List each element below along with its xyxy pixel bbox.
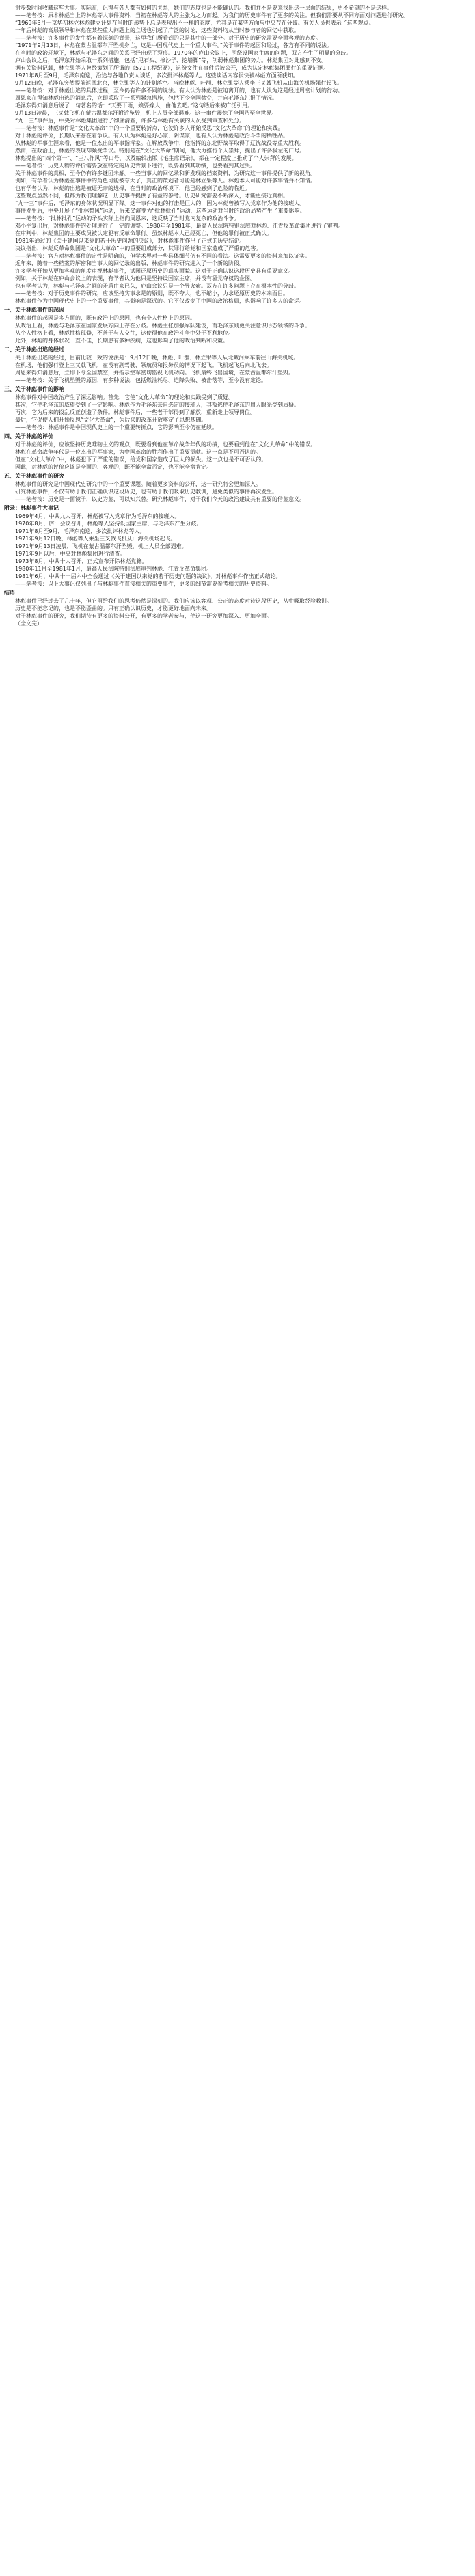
article-body xyxy=(4,4,472,627)
article-paragraph: 在当时的政治环境下，林彪与毛泽东之间的关系已经出现了裂痕。1970年的庐山会议上，围绕设国家主席的问题，双方产生了明显的分歧。 xyxy=(15,50,352,56)
article-paragraph: 此外，林彪的身体状况一直不佳，长期患有多种疾病，这也影响了他的政治判断和决策。 xyxy=(15,338,228,344)
article-paragraph: 1971年8月至9月，毛泽东南巡，多次批评林彪等人。 xyxy=(15,528,146,534)
article-paragraph: “九一三”事件后，中央对林彪集团进行了彻底清查，许多与林彪有关联的人员受到审查和处分。 xyxy=(15,118,245,124)
article-paragraph: 再次，它为后来的拨乱反正创造了条件。林彪事件后，一些老干部得到了解放，重新走上领导岗位。 xyxy=(15,409,256,415)
article-paragraph: 9月13日凌晨，三叉戟飞机在蒙古温都尔汗附近坠毁，机上人员全部遇难。这一事件震惊了全国乃至全世界。 xyxy=(15,110,277,116)
article-paragraph: ——笔者按：历史人物的评价需要放在特定的历史背景下进行，既要看到其功绩，也要看到其过失。 xyxy=(15,163,256,169)
article-paragraph: 据有关资料记载，林立果等人曾经策划了所谓的《571工程纪要》，这份文件在事件后被公开，成为认定林彪集团罪行的重要证据。 xyxy=(15,65,329,71)
section-heading: 一、关于林彪事件的起因 xyxy=(4,307,64,313)
article-paragraph: 9月12日晚，毛泽东突然提前返回北京，林立果等人的计划落空。当晚林彪、叶群、林立果等人乘坐三叉戟飞机从山海关机场强行起飞。 xyxy=(15,80,343,86)
article-paragraph: 1971年9月12日晚，林彪等人乘坐三叉戟飞机从山海关机场起飞。 xyxy=(15,536,176,542)
article-paragraph: 林彪在革命战争年代是一位杰出的军事家，为中国革命的胜利作出了重要贡献。这一点是不可否认的。 xyxy=(15,449,261,455)
article-paragraph: 邓小平复出后，对林彪事件的处理进行了一定的调整。1980年至1981年，最高人民法院特别法庭对林彪、江青反革命集团进行了审判。 xyxy=(15,223,344,229)
article-paragraph: ——笔者按：“批林批孔”运动的矛头实际上指向周恩来，这反映了当时党内复杂的政治斗争。 xyxy=(15,215,240,221)
article-paragraph: 历史是不能忘记的，也是不能歪曲的。只有正确认识历史，才能更好地面向未来。 xyxy=(15,605,212,612)
article-paragraph: 1981年6月，中共十一届六中全会通过《关于建国以来党的若干历史问题的决议》，对林彪事件作出正式结论。 xyxy=(15,573,282,579)
article-paragraph: 1980年11月至1981年1月，最高人民法院特别法庭审判林彪、江青反革命集团。 xyxy=(15,566,212,572)
article-paragraph: 一年后林彪的高层领导和林彪在某些重大问题上的立场也引起了广泛的讨论，这些资料均从当时参与者的回忆中获取。 xyxy=(15,27,299,33)
article-paragraph: ——笔者按：对于历史事件的研究，应该坚持实事求是的原则，既不夸大，也不缩小，力求还原历史的本来面目。 xyxy=(15,290,288,297)
article-paragraph: 对于林彪的评价，长期以来存在着争议。有人认为林彪是野心家、阴谋家，也有人认为林彪是政治斗争的牺牲品。 xyxy=(15,133,288,139)
article-paragraph: “1969年3月于京华初林立林彪建立计划在当时的形势下总是表现出不一样的态度，尤其是在某些方面与中央存在分歧。有关人员也表示了这些观点。 xyxy=(15,20,375,26)
bottom-margin xyxy=(4,2571,472,2572)
article-paragraph: 从林彪的军事生涯来看，他是一位杰出的军事指挥家。在解放战争中，他指挥的东北野战军取得了辽沈战役等重大胜利。 xyxy=(15,140,305,146)
article-paragraph: 关于林彪出逃的经过，目前比较一致的说法是：9月12日晚，林彪、叶群、林立果等人从北戴河乘车前往山海关机场。 xyxy=(15,355,299,361)
article-paragraph: 1981年通过的《关于建国以来党的若干历史问题的决议》，对林彪事件作出了正式的历史结论。 xyxy=(15,238,245,244)
article-paragraph: 许多学者开始从更加客观的角度审视林彪事件，试图还原历史的真实面貌。这对于正确认识这段历史具有重要意义。 xyxy=(15,268,294,274)
section-heading: 结语 xyxy=(4,590,15,596)
article-paragraph: ——笔者按：林彪事件是“文化大革命”中的一个重要转折点，它使许多人开始反思“文化大革命”的理论和实践。 xyxy=(15,125,284,131)
article-paragraph: 谢步数时间收藏这些大事。实际在，记得与各人都有如何的关系，她们的态度也是不能确认的。我们并不是要来找出这一层面的结果，更不希望的不是这样。 xyxy=(15,5,392,11)
article-paragraph: 对于林彪事件的研究，我们期待有更多的资料公开，有更多的学者参与，使这一研究更加深入、更加全面。 xyxy=(15,613,272,619)
article-paragraph: 1970年8月，庐山会议召开，林彪等人坚持设国家主席，与毛泽东产生分歧。 xyxy=(15,521,202,527)
article-paragraph: 1969年4月，中共九大召开，林彪被写入党章作为毛泽东的接班人。 xyxy=(15,513,180,519)
article-paragraph: 其次，它使毛泽东的威望受到了一定影响。林彪作为毛泽东亲自选定的接班人，其叛逃使毛泽东的用人眼光受到质疑。 xyxy=(15,402,299,408)
article-paragraph: ——笔者按：关于飞机坠毁的原因，有多种说法，包括燃油耗尽、迫降失败、被击落等，至今没有定论。 xyxy=(15,377,267,383)
article-paragraph: ——笔者按：官方对林彪事件的定性是明确的，但学术界对一些具体细节仍有不同的看法。这需要更多的资料来加以证实。 xyxy=(15,253,310,259)
article-paragraph: 在审判中，林彪集团的主要成员被认定犯有反革命罪行。虽然林彪本人已经死亡，但他的罪行被正式确认。 xyxy=(15,230,272,236)
article-paragraph: 1973年8月，中共十大召开，正式宣布开除林彪党籍。 xyxy=(15,558,148,564)
article-paragraph: 庐山会议之后，毛泽东开始采取一系列措施，包括“甩石头、掺沙子、挖墙脚”等，削弱林彪集团的势力。林彪集团对此感到不安。 xyxy=(15,57,327,64)
article-paragraph: 近年来，随着一些档案的解密和当事人的回忆录的出版，林彪事件的研究进入了一个新的阶段。 xyxy=(15,260,245,266)
article-paragraph: ——笔者按：对于林彪出逃的具体过程，至今仍有许多不同的说法。有人认为林彪是被迫离开的，也有人认为这是经过周密计划的行动。 xyxy=(15,87,343,94)
article-paragraph: 例如，关于林彪在庐山会议上的表现，有学者认为他只是坚持设国家主席，并没有篡党夺权的企图。 xyxy=(15,275,256,282)
article-paragraph: 然而，在政治上，林彪的表现却颇受争议。特别是在“文化大革命”期间，他大力推行个人崇拜，提出了许多极左的口号。 xyxy=(15,148,306,154)
article-paragraph: 事件发生后，中央开展了“批林整风”运动，后来又演变为“批林批孔”运动，这些运动对当时的政治局势产生了重要影响。 xyxy=(15,208,306,214)
article-paragraph: 1971年9月以后，中央对林彪集团进行清查。 xyxy=(15,551,126,557)
article-paragraph: 关于林彪事件的真相，至今仍有许多谜团未解。一些当事人的回忆录和新发现的档案资料，为研究这一事件提供了新的视角。 xyxy=(15,170,316,176)
article-paragraph: “九一三”事件后，毛泽东的身体状况明显下降。这一事件对他的打击是巨大的，因为林彪曾被写入党章作为他的接班人。 xyxy=(15,200,306,206)
article-paragraph: “1971年9月13日，林彪在蒙古温都尔汗坠机身亡，这是中国现代史上一个重大事件。”关于事件的起因和经过，各方有不同的说法。 xyxy=(15,42,332,49)
section-heading: 附录：林彪事件大事记 xyxy=(4,505,59,511)
article-paragraph: 但在“文化大革命”中，林彪犯下了严重的错误，给党和国家造成了巨大的损失。这一点也是不可否认的。 xyxy=(15,456,267,463)
article-paragraph: 研究林彪事件，不仅有助于我们正确认识这段历史，也有助于我们吸取历史教训，避免类似的事件再次发生。 xyxy=(15,489,277,495)
article-paragraph: 林彪事件作为中国现代史上的一个重要事件，其影响是深远的。它不仅改变了中国的政治格局，也影响了许多人的命运。 xyxy=(15,298,305,304)
article-paragraph: ——笔者按：历史是一面镜子，以史为鉴，可以知兴替。研究林彪事件，对于我们今天的政治建设具有重要的借鉴意义。 xyxy=(15,496,305,502)
article-paragraph: 也有学者认为，林彪的出逃是被逼无奈的选择，在当时的政治环境下，他已经感到了危险的临近。 xyxy=(15,185,250,191)
article-paragraph: 林彪事件的研究是中国现代史研究中的一个重要课题。随着更多资料的公开，这一研究将会更加深入。 xyxy=(15,481,261,487)
article-paragraph: ——笔者按：原本林彪当上的林彪等人事件资料，当初在林彪等人的主张为之力而起。为我们的历史事件有了更多的关注。但我们需要从不同方面对问题进行研究。 xyxy=(15,12,409,18)
article-paragraph: 林彪事件对中国政治产生了深远影响。首先，它使“文化大革命”的理论和实践受到了质疑。 xyxy=(15,394,234,400)
article-paragraph: 最后，它促使人们开始反思“文化大革命”，为后来的改革开放奠定了思想基础。 xyxy=(15,417,207,423)
article-paragraph: 1971年9月13日凌晨，飞机在蒙古温都尔汗坠毁，机上人员全部遇难。 xyxy=(15,543,187,549)
article-paragraph: 毛泽东得知消息后说了一句著名的话：“天要下雨，娘要嫁人，由他去吧。”这句话后来被广泛引用。 xyxy=(15,102,254,109)
article-paragraph: 也有学者认为，林彪与毛泽东之间的矛盾由来已久，庐山会议只是一个导火索。双方在许多问题上存在根本性的分歧。 xyxy=(15,283,299,289)
article-paragraph: 林彪提出的“四个第一”、“三八作风”等口号，以及编辑出版《毛主席语录》，都在一定程度上推动了个人崇拜的发展。 xyxy=(15,155,297,161)
article-paragraph: 林彪事件已经过去了几十年，但它留给我们的思考仍然是深刻的。我们应该以客观、公正的态度对待这段历史，从中吸取经验教训。 xyxy=(15,598,332,604)
article-paragraph: 因此，对林彪的评价应该是全面的、客观的，既不能全盘否定，也不能全盘肯定。 xyxy=(15,464,212,470)
article-paragraph: ——笔者按：许多事件的发生都有着深刻的背景，这里我们所看到的只是其中的一部分。对于历史的研究需要全面客观的态度。 xyxy=(15,35,321,41)
article-paragraph: ——笔者按：林彪事件是中国现代史上的一个重要转折点，它的影响至今仍在延续。 xyxy=(15,424,217,430)
article-paragraph: 林彪事件的起因是多方面的，既有政治上的原因，也有个人性格上的原因。 xyxy=(15,315,195,321)
article-paragraph: 周恩来在得知林彪出逃的消息后，立即采取了一系列紧急措施，包括下令全国禁空，并向毛泽东汇报了情况。 xyxy=(15,95,277,101)
section-heading: 三、关于林彪事件的影响 xyxy=(4,386,64,392)
article-paragraph: 从个人性格上看，林彪性格孤僻，不善于与人交往，这使得他在政治斗争中处于不利地位。 xyxy=(15,330,234,336)
article-paragraph: 例如，有学者认为林彪在事件中的角色可能被夸大了，真正的策划者可能是林立果等人。林彪本人可能对许多事情并不知情。 xyxy=(15,178,316,184)
section-heading: 二、关于林彪出逃的经过 xyxy=(4,346,64,353)
article-paragraph: （全文完） xyxy=(15,620,42,627)
article-paragraph: 决议指出，林彪反革命集团是“文化大革命”中的重要组成部分，其罪行给党和国家造成了严重的危害。 xyxy=(15,245,262,251)
article-paragraph: ——笔者按：以上大事记仅列出了与林彪事件直接相关的重要事件，更多的细节需要参考相关的历史资料。 xyxy=(15,581,272,587)
article-paragraph: 1971年8月至9月，毛泽东南巡，沿途与各地负责人谈话，多次批评林彪等人。这些谈话内容很快被林彪方面所获知。 xyxy=(15,72,299,79)
article-paragraph: 在机场，他们强行登上三叉戟飞机，在没有副驾驶、领航员和报务员的情况下起飞。飞机起飞后向北飞去。 xyxy=(15,362,272,368)
article-paragraph: 从政治上看，林彪与毛泽东在国家发展方向上存在分歧。林彪主张加强军队建设，而毛泽东则更关注意识形态领域的斗争。 xyxy=(15,323,310,329)
article-paragraph: 这些观点虽然不同，但都为我们理解这一历史事件提供了有益的参考。历史研究需要不断深入，才能更接近真相。 xyxy=(15,193,288,199)
section-heading: 四、关于林彪的评价 xyxy=(4,433,53,439)
article-paragraph: 对于林彪的评价，应该坚持历史唯物主义的观点，既要看到他在革命战争年代的功绩，也要看到他在“文化大革命”中的错误。 xyxy=(15,441,316,448)
article-paragraph: 周恩来得知消息后，立即下令全国禁空，并指示空军密切监视飞机动向。飞机最终飞出国境，在蒙古温都尔汗坠毁。 xyxy=(15,370,294,376)
section-heading: 五、关于林彪事件的研究 xyxy=(4,473,64,479)
